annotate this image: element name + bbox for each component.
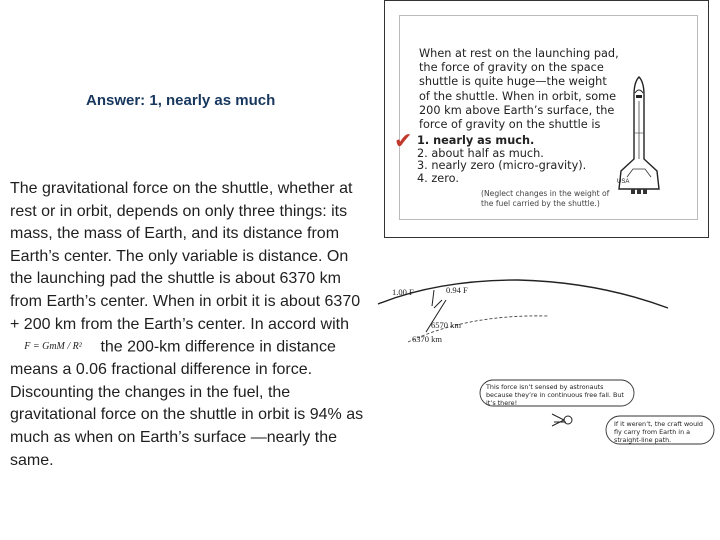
space-shuttle-icon (607, 73, 671, 197)
label-surface-force: 1.00 F (392, 287, 414, 297)
quiz-option-2: 2. about half as much. (417, 146, 544, 160)
speech-bubble-1-text: This force isn’t sensed by astronauts because they’re in continuous free fall. But it’s there! (486, 383, 624, 407)
quiz-option-1: 1. nearly as much. (417, 134, 535, 147)
label-earth-radius: 6370 km (412, 334, 442, 344)
gravity-formula: F = GmM / R² (24, 341, 82, 353)
explanation-text (10, 178, 370, 472)
answer-heading: Answer: 1, nearly as much (86, 92, 276, 109)
speech-bubble-2-text: If it weren’t, the craft would fly carry from Earth in a straight-line path. (614, 420, 703, 444)
quiz-option-3: 3. nearly zero (micro-gravity). (417, 159, 587, 172)
explanation-part-1: The gravitational force on the shuttle, whether at rest or in orbit, depends on only three things: its mass, the mass of Earth, and its distance from Earth’s center. The only variable is distance. On the launching pad the shuttle is about 6370 km from Earth’s center. When in orbit it is about 6370 + 200 km from the Earth’s center. In accord with (10, 180, 361, 333)
quiz-options (417, 135, 586, 185)
quiz-figure (384, 0, 709, 238)
orbit-diagram (368, 270, 720, 480)
label-orbit-force: 0.94 F (446, 285, 468, 295)
quiz-option-4: 4. zero. (417, 171, 459, 185)
explanation-part-2: the 200-km difference in distance means a 0.06 fractional difference in force. Discounting the changes in the fuel, the gravitational force on the shuttle in orbit is 94% as much as when on Earth’s surface —nearly the same. (10, 338, 364, 469)
quiz-question: When at rest on the launching pad, the force of gravity on the space shuttle is quite huge—the weight of the shuttle. When in orbit, some 200 km above Earth’s surface, the force of gravity on the shuttle is (419, 47, 619, 132)
shuttle-label: USA (617, 179, 630, 185)
quiz-note: (Neglect changes in the weight of the fuel carried by the shuttle.) (481, 189, 610, 208)
label-orbit-radius: 6570 km (431, 320, 461, 330)
check-mark-icon: ✔ (394, 129, 413, 154)
